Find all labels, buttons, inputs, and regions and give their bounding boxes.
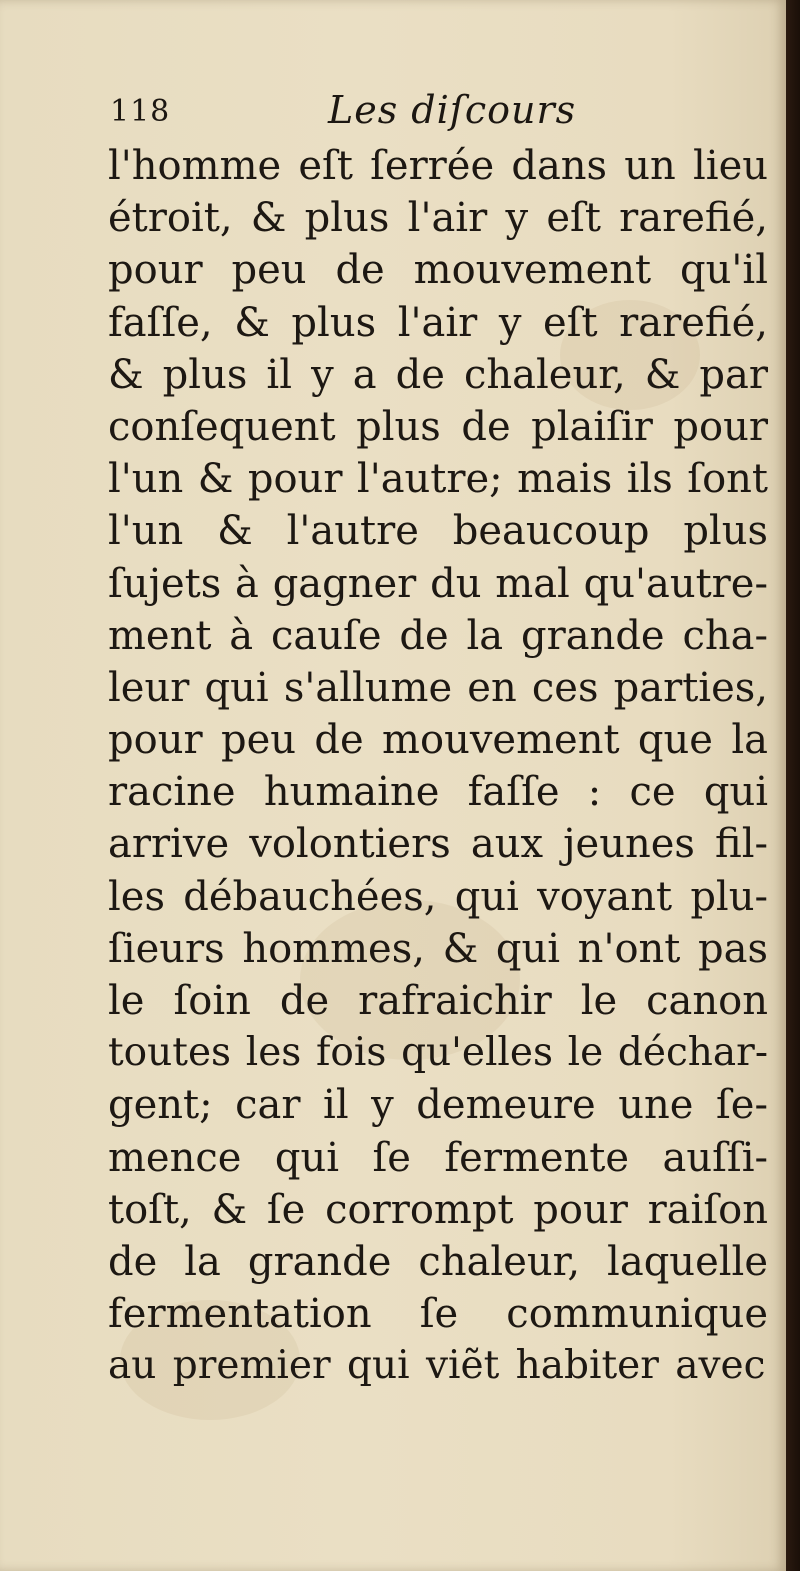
text-line: & plus il y a de chaleur, & par: [108, 351, 768, 398]
text-line: l'un & l'autre beaucoup plus: [108, 508, 768, 555]
text-line: étroit, & plus l'air y eſt rarefié,: [108, 195, 768, 242]
book-spine-edge: [786, 0, 800, 1571]
text-line: racine humaine faſſe : ce qui: [108, 769, 768, 816]
text-line: conſequent plus de plaiſir pour: [108, 403, 768, 450]
text-line: toutes les fois qu'elles le déchar-: [108, 1030, 768, 1076]
text-line: les débauchées, qui voyant plu-: [108, 873, 768, 920]
text-line: gent; car il y demeure une ſe-: [108, 1082, 768, 1129]
text-line: ment à cauſe de la grande cha-: [108, 612, 768, 659]
text-line: toſt, & ſe corrompt pour raiſon: [108, 1186, 768, 1233]
text-line: ſieurs hommes, & qui n'ont pas: [108, 925, 768, 972]
text-line: fermentation ſe communique: [108, 1291, 768, 1338]
text-line: pour peu de mouvement qu'il: [108, 247, 768, 294]
page-number: 118: [110, 94, 171, 129]
text-line: de la grande chaleur, laquelle: [108, 1238, 768, 1285]
body-text: [108, 140, 768, 1393]
text-line: l'homme eſt ſerrée dans un lieu: [108, 143, 768, 189]
text-line: le ſoin de rafraichir le canon: [108, 978, 768, 1024]
text-line: faſſe, & plus l'air y eſt rarefié,: [108, 299, 768, 346]
text-line: arrive volontiers aux jeunes fil-: [108, 821, 768, 868]
running-head: Les diſcours: [328, 88, 577, 132]
text-line: l'un & pour l'autre; mais ils ſont: [108, 456, 768, 503]
text-line: leur qui s'allume en ces parties,: [108, 664, 768, 711]
text-line: ſujets à gagner du mal qu'autre-: [108, 560, 768, 607]
text-line: pour peu de mouvement que la: [108, 717, 768, 764]
text-line: mence qui ſe fermente auſſi-: [108, 1134, 768, 1181]
page-header: [110, 88, 710, 140]
text-line: au premier qui viẽt habiter avec: [108, 1343, 766, 1389]
